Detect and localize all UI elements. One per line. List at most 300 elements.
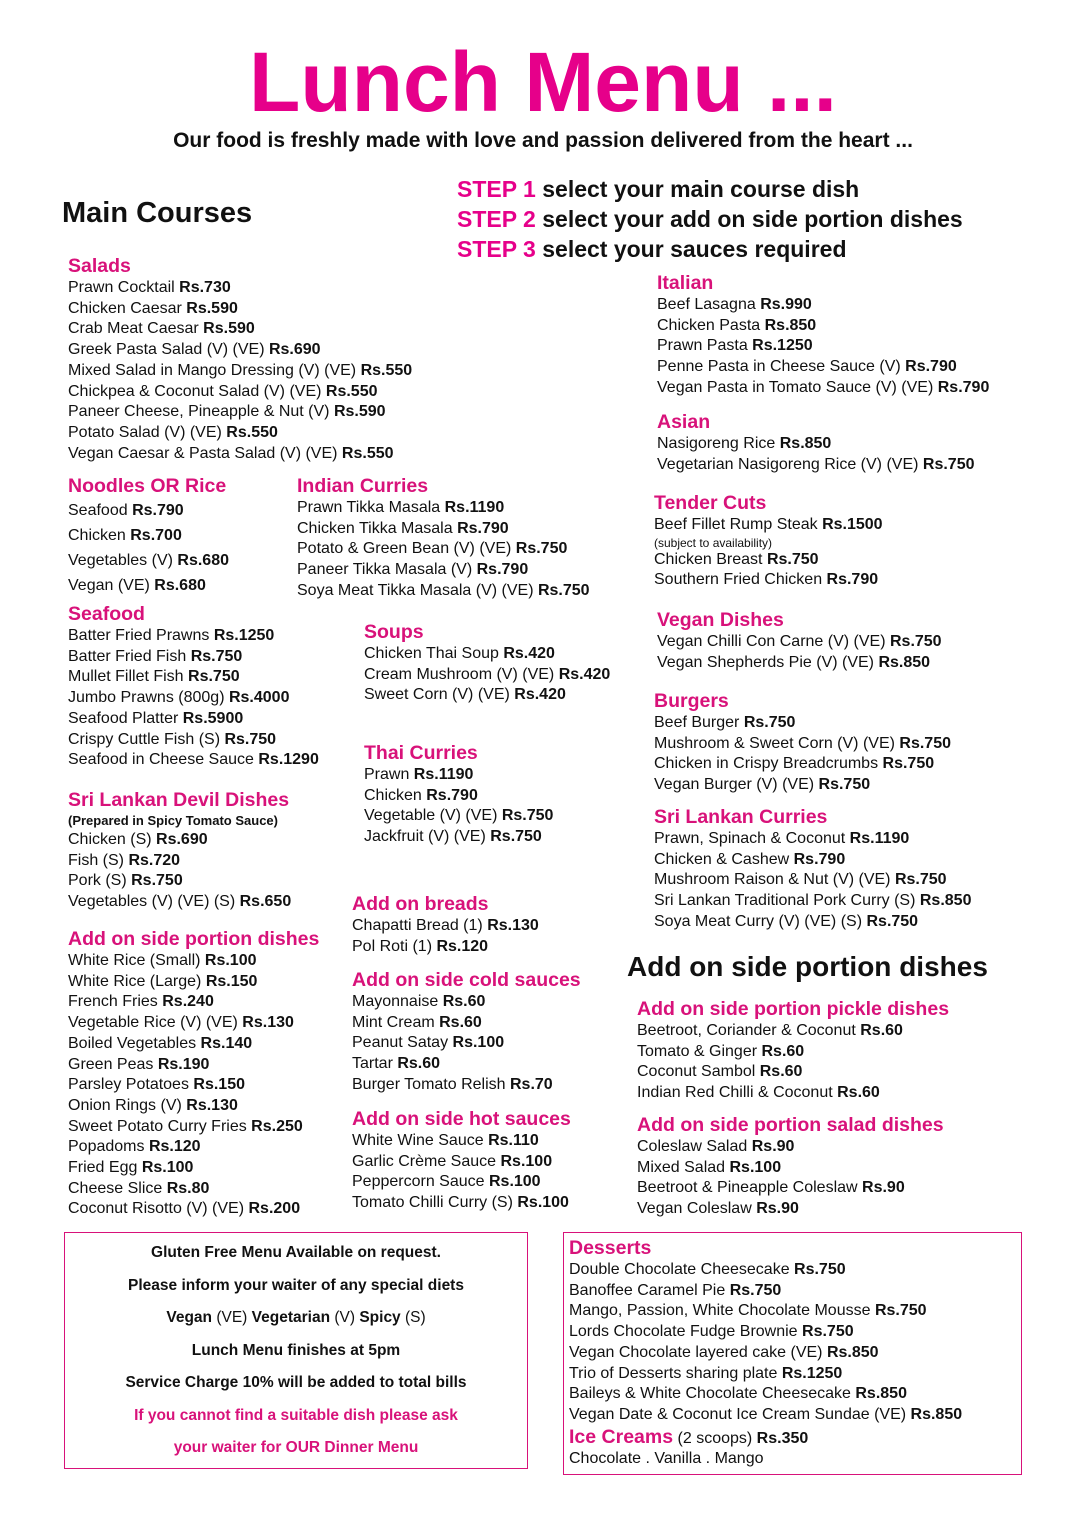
- section-title: Add on side portion salad dishes: [637, 1114, 944, 1136]
- menu-item: [654, 570, 883, 591]
- item-name: Vegetable (V) (VE): [364, 807, 502, 825]
- item-price: Rs.90: [756, 1200, 799, 1218]
- item-price: Rs.1250: [213, 627, 275, 644]
- ice-cream-line: Ice Creams (2 scoops) Rs.350: [569, 1425, 809, 1448]
- item-price: Rs.750: [802, 1323, 854, 1341]
- section-title: Asian: [657, 411, 711, 433]
- item-name: White Rice (Small): [68, 952, 205, 969]
- item-name: Coconut Sambol: [637, 1063, 760, 1081]
- menu-item: [637, 1178, 944, 1199]
- item-price: Rs.100: [729, 1158, 782, 1176]
- item-name: Potato & Green Bean (V) (VE): [297, 540, 516, 558]
- menu-item: [68, 299, 412, 320]
- item-name: Potato Salad (V) (VE): [68, 423, 227, 441]
- lunch-finish-note: Lunch Menu finishes at 5pm: [191, 1341, 401, 1359]
- menu-item: [654, 713, 951, 734]
- item-name: Vegan Chocolate layered cake (VE): [569, 1343, 827, 1361]
- menu-item: [68, 892, 291, 913]
- menu-item: [637, 1083, 949, 1104]
- section-italian: [657, 272, 989, 399]
- item-name: Fried Egg: [68, 1159, 142, 1177]
- service-charge-note: Service Charge 10% will be added to total bills: [125, 1374, 467, 1391]
- item-name: Popadoms: [68, 1138, 149, 1156]
- section-devil-dishes: [68, 789, 291, 913]
- item-price: Rs.60: [397, 1055, 441, 1073]
- item-name: Vegetable Rice (V) (VE): [68, 1014, 243, 1032]
- item-price: Rs.850: [779, 435, 832, 452]
- item-name: Vegan Caesar & Pasta Salad (V) (VE): [68, 444, 342, 462]
- menu-item: [68, 1158, 319, 1179]
- item-name: Prawn Cocktail: [68, 279, 180, 296]
- menu-item: [297, 519, 590, 540]
- menu-item: [297, 498, 590, 519]
- section-cold-sauces: [352, 969, 581, 1096]
- section-indian-curries: [297, 475, 590, 602]
- item-name: Vegan Pasta in Tomato Sauce (V) (VE): [657, 378, 938, 396]
- item-price: Rs.750: [537, 581, 590, 599]
- menu-item: [68, 340, 412, 361]
- page-subtitle: Our food is freshly made with love and passion delivered from the heart ...: [173, 129, 913, 152]
- item-name: Tomato Chilli Curry (S): [352, 1194, 518, 1212]
- item-name: Crispy Cuttle Fish (S): [68, 730, 225, 748]
- item-price: Rs.90: [751, 1138, 795, 1155]
- menu-item: [352, 992, 581, 1013]
- menu-item: [637, 1158, 944, 1179]
- item-name: White Rice (Large): [68, 972, 206, 990]
- item-price: Rs.590: [203, 320, 255, 338]
- section-thai-curries: [364, 742, 553, 848]
- item-name: Vegan Chilli Con Carne (V) (VE): [657, 633, 890, 650]
- section-title: Soups: [364, 621, 424, 643]
- item-name: Seafood in Cheese Sauce: [68, 751, 259, 769]
- section-hot-sauces: [352, 1108, 571, 1214]
- menu-item: [364, 665, 610, 686]
- menu-item: [68, 1096, 319, 1117]
- item-price: Rs.90: [862, 1179, 905, 1197]
- item-price: Rs.750: [190, 647, 243, 665]
- item-name: Vegetables (V): [68, 552, 178, 569]
- menu-item: [68, 972, 319, 993]
- item-price: Rs.1250: [752, 337, 813, 355]
- item-name: Crab Meat Caesar: [68, 320, 204, 338]
- section-salad-sides: [637, 1114, 944, 1220]
- menu-item: [68, 319, 412, 340]
- menu-item: [654, 550, 883, 571]
- section-salads: [68, 255, 412, 464]
- item-name: Vegan Shepherds Pie (V) (VE): [657, 653, 879, 671]
- item-price: Rs.100: [517, 1194, 569, 1212]
- item-name: Chicken Tikka Masala: [297, 519, 458, 537]
- item-price: Rs.750: [866, 912, 919, 930]
- menu-item: [569, 1405, 962, 1426]
- item-name: Baileys & White Chocolate Cheesecake: [569, 1385, 856, 1403]
- menu-item: [657, 295, 989, 316]
- menu-item: [654, 829, 971, 850]
- item-name: Sweet Corn (V) (VE): [364, 686, 515, 704]
- menu-item: [68, 730, 319, 751]
- item-name: Sweet Potato Curry Fries: [68, 1117, 252, 1135]
- section-seafood: [68, 603, 319, 771]
- item-price: Rs.1500: [822, 516, 883, 533]
- item-name: Coleslaw Salad: [637, 1138, 752, 1155]
- step-1: STEP 1 select your main course dish: [457, 176, 860, 202]
- section-title: Add on side portion dishes: [68, 928, 320, 950]
- menu-item: [68, 1013, 319, 1034]
- item-price: Rs.420: [503, 645, 555, 662]
- menu-item: [352, 1172, 571, 1193]
- item-name: Boiled Vegetables: [68, 1034, 201, 1052]
- item-name: Sri Lankan Traditional Pork Curry (S): [654, 892, 920, 910]
- item-price: Rs.790: [426, 786, 478, 804]
- menu-item: [68, 444, 412, 465]
- item-price: Rs.750: [490, 828, 542, 846]
- section-title: Add on side portion pickle dishes: [637, 998, 950, 1020]
- item-price: Rs.850: [910, 1405, 963, 1423]
- item-price: Rs.100: [452, 1034, 505, 1052]
- main-courses-heading: Main Courses: [62, 197, 253, 229]
- section-vegan-dishes: [657, 609, 942, 673]
- menu-item: [569, 1343, 962, 1364]
- menu-item: [68, 667, 319, 688]
- item-price: Rs.60: [442, 993, 486, 1010]
- item-price: Rs.750: [766, 550, 819, 568]
- item-price: Rs.5900: [182, 709, 244, 727]
- item-price: Rs.550: [325, 382, 378, 400]
- item-price: Rs.4000: [228, 689, 290, 707]
- menu-item: [637, 1062, 949, 1083]
- menu-item: [68, 423, 412, 444]
- menu-item: [654, 515, 883, 536]
- item-price: Rs.70: [510, 1075, 553, 1093]
- item-name: Mixed Salad: [637, 1158, 730, 1176]
- item-price: Rs.680: [154, 577, 206, 594]
- section-title: Sri Lankan Devil Dishes: [68, 789, 290, 811]
- item-price: Rs.250: [251, 1117, 303, 1135]
- item-price: Rs.850: [919, 892, 972, 910]
- item-price: Rs.100: [141, 1159, 194, 1177]
- special-diets-note: Please inform your waiter of any special diets: [128, 1276, 464, 1294]
- item-name: Onion Rings (V): [68, 1096, 187, 1114]
- menu-item: [68, 871, 291, 892]
- menu-item: [657, 632, 942, 653]
- item-name: Garlic Crème Sauce: [352, 1152, 501, 1170]
- section-title: Sri Lankan Curries: [654, 806, 828, 828]
- item-name: Indian Red Chilli & Coconut: [637, 1084, 838, 1102]
- item-price: Rs.750: [224, 730, 277, 748]
- item-name: Vegetarian Nasigoreng Rice (V) (VE): [657, 455, 923, 473]
- menu-item: [68, 951, 319, 972]
- item-name: Vegan (VE): [68, 577, 155, 594]
- item-name: Coconut Risotto (V) (VE): [68, 1200, 249, 1218]
- item-price: Rs.790: [793, 850, 846, 868]
- item-name: Greek Pasta Salad (V) (VE): [68, 341, 269, 359]
- menu-item: [68, 851, 291, 872]
- item-name: Vegan Date & Coconut Ice Cream Sundae (VE): [569, 1405, 911, 1423]
- item-name: Mushroom Raison & Nut (V) (VE): [654, 871, 895, 889]
- item-name: Vegetables (V) (VE) (S): [68, 893, 240, 911]
- item-name: Cheese Slice: [68, 1179, 167, 1197]
- item-price: Rs.100: [500, 1152, 553, 1170]
- menu-item: [569, 1322, 962, 1343]
- item-name: Chicken & Cashew: [654, 850, 794, 868]
- step-3: STEP 3 select your sauces required: [457, 236, 847, 262]
- item-name: Mango, Passion, White Chocolate Mousse: [569, 1302, 875, 1320]
- menu-item: [68, 361, 412, 382]
- item-name: Chickpea & Coconut Salad (V) (VE): [68, 382, 326, 400]
- item-price: Rs.790: [132, 502, 184, 519]
- item-name: Mayonnaise: [352, 993, 443, 1010]
- menu-item: [68, 382, 412, 403]
- item-price: Rs.750: [794, 1261, 846, 1278]
- section-noodles-rice: [68, 475, 229, 598]
- section-sri-lankan-curries: [654, 806, 971, 933]
- item-price: Rs.1190: [413, 766, 474, 783]
- item-name: Peppercorn Sauce: [352, 1173, 489, 1191]
- item-price: Rs.720: [128, 851, 181, 869]
- item-price: Rs.60: [761, 1042, 805, 1060]
- item-price: Rs.750: [515, 540, 568, 558]
- item-name: Mullet Fillet Fish: [68, 668, 189, 686]
- menu-item: [68, 548, 229, 573]
- menu-item: [68, 278, 412, 299]
- item-name: Nasigoreng Rice: [657, 435, 780, 452]
- menu-item: [297, 581, 590, 602]
- menu-item: [569, 1260, 962, 1281]
- item-name: Prawn, Spinach & Coconut: [654, 830, 850, 847]
- item-price: Rs.1250: [781, 1364, 843, 1382]
- item-price: Rs.130: [186, 1096, 238, 1114]
- item-name: Seafood Platter: [68, 709, 183, 727]
- item-price: Rs.700: [130, 527, 182, 544]
- item-price: Rs.750: [889, 633, 942, 650]
- section-tender-cuts: [654, 492, 883, 591]
- ice-cream-flavours: Chocolate . Vanilla . Mango: [569, 1450, 764, 1468]
- item-name: Vegan Coleslaw: [637, 1200, 757, 1218]
- menu-item: [68, 688, 319, 709]
- item-name: Beetroot, Coriander & Coconut: [637, 1022, 861, 1039]
- section-desserts: [569, 1237, 962, 1470]
- menu-item: [654, 754, 951, 775]
- menu-item: [654, 891, 971, 912]
- item-price: Rs.240: [162, 993, 214, 1011]
- menu-item: [68, 573, 229, 598]
- menu-item: [68, 1117, 319, 1138]
- menu-item: [352, 937, 539, 958]
- item-name: Chicken: [364, 786, 427, 804]
- section-title: Salads: [68, 255, 131, 277]
- menu-item: [364, 786, 553, 807]
- item-price: Rs.420: [558, 665, 611, 683]
- menu-item: [654, 734, 951, 755]
- section-soups: [364, 621, 610, 706]
- item-price: Rs.790: [905, 358, 957, 376]
- menu-item: [68, 709, 319, 730]
- item-name: Tomato & Ginger: [637, 1042, 762, 1060]
- item-name: Chicken Caesar: [68, 299, 187, 317]
- item-price: Rs.1190: [444, 499, 505, 516]
- menu-item: [364, 685, 610, 706]
- item-name: Chicken Breast: [654, 550, 767, 568]
- item-name: Mixed Salad in Mango Dressing (V) (VE): [68, 361, 361, 379]
- item-name: White Wine Sauce: [352, 1132, 489, 1149]
- item-price: Rs.850: [826, 1343, 879, 1361]
- menu-item: [68, 647, 319, 668]
- section-title: Burgers: [654, 690, 729, 712]
- menu-item: [654, 850, 971, 871]
- item-name: Beef Fillet Rump Steak: [654, 516, 823, 533]
- item-price: Rs.550: [341, 444, 394, 462]
- menu-item: [68, 1034, 319, 1055]
- item-name: Lords Chocolate Fudge Brownie: [569, 1323, 803, 1341]
- menu-item: [364, 806, 553, 827]
- item-name: Peanut Satay: [352, 1034, 453, 1052]
- item-price: Rs.790: [826, 571, 879, 589]
- item-name: Soya Meat Tikka Masala (V) (VE): [297, 581, 538, 599]
- item-price: Rs.750: [743, 714, 796, 731]
- menu-item: [657, 316, 989, 337]
- item-name: Batter Fried Prawns: [68, 627, 214, 644]
- menu-item: [654, 912, 971, 933]
- item-name: Prawn: [364, 766, 414, 783]
- diet-legend: Vegan (VE) Vegetarian (V) Spicy (S): [166, 1309, 426, 1326]
- item-name: Prawn Tikka Masala: [297, 499, 445, 516]
- item-name: Beef Burger: [654, 714, 744, 731]
- menu-item: [637, 1199, 944, 1220]
- section-side-portion: [68, 928, 319, 1220]
- item-price: Rs.60: [837, 1084, 880, 1102]
- menu-item: [68, 498, 229, 523]
- item-name: Parsley Potatoes: [68, 1076, 194, 1094]
- item-price: Rs.750: [818, 776, 871, 794]
- item-price: Rs.120: [148, 1138, 201, 1156]
- item-price: Rs.110: [488, 1132, 539, 1149]
- menu-item: [68, 626, 319, 647]
- item-name: Soya Meat Curry (V) (VE) (S): [654, 912, 867, 930]
- item-name: Cream Mushroom (V) (VE): [364, 665, 559, 683]
- item-price: Rs.130: [487, 917, 539, 934]
- item-price: Rs.200: [248, 1200, 301, 1218]
- menu-item: [352, 1033, 581, 1054]
- menu-item: [68, 402, 412, 423]
- section-title: Indian Curries: [297, 475, 429, 497]
- item-price: Rs.550: [226, 423, 278, 441]
- item-name: Pol Roti (1): [352, 937, 437, 955]
- section-title: Tender Cuts: [654, 492, 767, 514]
- menu-item: [569, 1281, 962, 1302]
- item-name: Double Chocolate Cheesecake: [569, 1261, 795, 1278]
- menu-item: [352, 916, 539, 937]
- menu-item: [637, 1021, 949, 1042]
- item-price: Rs.750: [894, 871, 947, 889]
- menu-item: [68, 1199, 319, 1220]
- menu-item: [364, 765, 553, 786]
- item-price: Rs.750: [131, 872, 183, 890]
- item-price: Rs.790: [476, 561, 529, 579]
- section-title: Add on side cold sauces: [352, 969, 581, 991]
- menu-item: [352, 1152, 571, 1173]
- item-name: Mint Cream: [352, 1013, 440, 1031]
- item-price: Rs.850: [878, 653, 931, 671]
- menu-item: [68, 523, 229, 548]
- menu-item: [657, 336, 989, 357]
- item-price: Rs.120: [436, 937, 489, 955]
- item-price: Rs.680: [177, 552, 229, 569]
- item-price: Rs.100: [204, 952, 257, 969]
- menu-item: [352, 1013, 581, 1034]
- menu-item: [657, 378, 989, 399]
- item-price: Rs.750: [882, 755, 935, 773]
- menu-item: [569, 1301, 962, 1322]
- item-price: Rs.550: [360, 361, 413, 379]
- item-name: Paneer Cheese, Pineapple & Nut (V): [68, 403, 334, 421]
- item-name: Chicken in Crispy Breadcrumbs: [654, 755, 883, 773]
- section-title: Add on side hot sauces: [352, 1108, 571, 1130]
- item-name: Tartar: [352, 1055, 398, 1073]
- menu-item: [657, 357, 989, 378]
- section-title: Vegan Dishes: [657, 609, 784, 631]
- item-price: Rs.420: [514, 686, 566, 704]
- menu-item: [657, 455, 975, 476]
- dinner-menu-note-1: If you cannot find a suitable dish please ask: [134, 1406, 458, 1424]
- item-name: Green Peas: [68, 1055, 158, 1073]
- section-asian: [657, 411, 975, 475]
- item-price: Rs.790: [937, 378, 990, 396]
- item-price: Rs.750: [899, 734, 951, 752]
- item-price: Rs.850: [855, 1385, 907, 1403]
- item-price: Rs.690: [156, 831, 208, 848]
- menu-item: [637, 1137, 944, 1158]
- item-price: Rs.60: [759, 1063, 803, 1081]
- menu-item: [654, 775, 951, 796]
- page-title: Lunch Menu ...: [249, 35, 837, 129]
- item-price: Rs.150: [193, 1076, 245, 1094]
- menu-item: [68, 1137, 319, 1158]
- add-on-side-heading: Add on side portion dishes: [627, 951, 988, 982]
- menu-item: [68, 830, 291, 851]
- section-burgers: [654, 690, 951, 796]
- item-price: Rs.790: [457, 519, 509, 537]
- item-price: Rs.750: [501, 807, 554, 825]
- menu-item: [68, 1075, 319, 1096]
- item-name: Seafood: [68, 502, 133, 519]
- item-price: Rs.150: [205, 972, 258, 990]
- item-name: Pork (S): [68, 872, 132, 890]
- item-name: Chapatti Bread (1): [352, 917, 488, 934]
- item-name: Burger Tomato Relish: [352, 1075, 510, 1093]
- item-price: Rs.750: [922, 455, 975, 473]
- steps-block: [457, 174, 963, 264]
- info-box: [64, 1232, 528, 1469]
- menu-item: [297, 539, 590, 560]
- menu-item: [68, 992, 319, 1013]
- item-price: Rs.130: [242, 1014, 294, 1032]
- dinner-menu-note-2: your waiter for OUR Dinner Menu: [173, 1439, 419, 1456]
- item-price: Rs.730: [179, 279, 231, 296]
- menu-item: [352, 1054, 581, 1075]
- item-name: Trio of Desserts sharing plate: [569, 1364, 782, 1382]
- item-price: Rs.850: [764, 316, 817, 334]
- item-name: Beef Lasagna: [657, 296, 761, 313]
- item-price: Rs.650: [239, 893, 292, 911]
- item-name: French Fries: [68, 993, 163, 1011]
- gluten-free-note: Gluten Free Menu Available on request.: [151, 1244, 441, 1261]
- section-title: Italian: [657, 272, 714, 294]
- item-name: Penne Pasta in Cheese Sauce (V): [657, 358, 906, 376]
- item-price: Rs.990: [760, 296, 812, 313]
- item-name: Fish (S): [68, 851, 129, 869]
- menu-item: [297, 560, 590, 581]
- item-name: Batter Fried Fish: [68, 647, 191, 665]
